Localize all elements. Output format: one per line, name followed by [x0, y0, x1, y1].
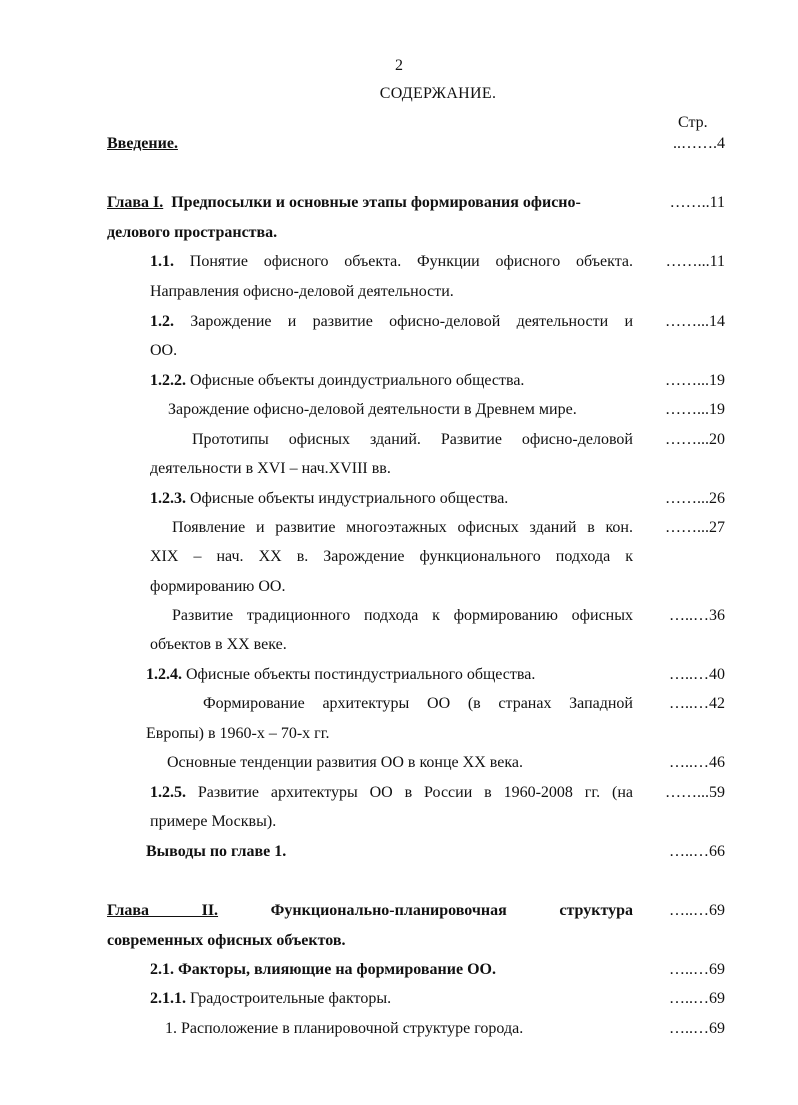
- toc-page-number: ……...26: [665, 490, 725, 507]
- toc-page-number: …..…36: [669, 607, 725, 624]
- page-number: 2: [395, 57, 403, 74]
- toc-page-number: ……...59: [665, 784, 725, 801]
- toc-page-number: ……...20: [665, 431, 725, 448]
- subsection-title-line-1: Прототипы офисных зданий. Развитие офисно-деловой: [192, 431, 633, 448]
- section-title: 2.1. Факторы, влияющие на формирование ОО.: [150, 961, 496, 978]
- toc-page-number: …..…69: [669, 902, 725, 919]
- page-title: СОДЕРЖАНИЕ.: [379, 85, 497, 102]
- chapter-title-line-1: Функционально-планировочная структура: [270, 902, 633, 919]
- chapter-title-line-2: современных офисных объектов.: [107, 932, 346, 949]
- subsection-title-line-2: Европы) в 1960-х – 70-х гг.: [146, 725, 330, 742]
- section-title-line-1: Развитие архитектуры ОО в России в 1960-2008 гг. (на: [197, 784, 634, 801]
- chapter-number: Глава I.: [107, 194, 164, 211]
- toc-page-number: ……...19: [665, 372, 725, 389]
- chapter-title-line-1: Предпосылки и основные этапы формирования офисно-: [171, 194, 581, 211]
- section-number: 1.2.: [150, 313, 174, 330]
- section-number: 1.2.4.: [146, 666, 182, 683]
- subsection-title-line-2: деятельности в XVI – нач.XVIII вв.: [150, 460, 391, 477]
- subsection-title-line-1: Формирование архитектуры ОО (в странах Западной: [203, 695, 633, 712]
- subsection-title-line-2: XIX – нач. XX в. Зарождение функционального подхода к: [150, 548, 633, 565]
- toc-page-number: ……...11: [665, 253, 725, 270]
- section-title: Офисные объекты доиндустриального общества.: [190, 372, 525, 389]
- toc-entry-label: Введение.: [107, 135, 178, 152]
- section-title-line-2: примере Москвы).: [150, 813, 277, 830]
- section-title-line-1: Зарождение и развитие офисно-деловой деятельности и: [190, 313, 633, 330]
- toc-page-number: …..…46: [669, 754, 725, 771]
- subsection-title-line-2: объектов в XX веке.: [150, 636, 287, 653]
- section-number: 1.2.2.: [150, 372, 186, 389]
- toc-page-number: …..…40: [669, 666, 725, 683]
- subsection-title-line-1: Появление и развитие многоэтажных офисных зданий в кон.: [172, 519, 633, 536]
- subsection-title-line-1: Развитие традиционного подхода к формированию офисных: [172, 607, 633, 624]
- subsection-title: Зарождение офисно-деловой деятельности в Древнем мире.: [168, 401, 577, 418]
- toc-page-number: ..…….4: [673, 135, 725, 152]
- subsection-title-line-3: формированию ОО.: [150, 578, 286, 595]
- conclusions-title: Выводы по главе 1.: [146, 843, 287, 860]
- toc-page-number: …..…42: [669, 695, 725, 712]
- section-title-line-2: Направления офисно-деловой деятельности.: [150, 283, 454, 300]
- subsection-title: 1. Расположение в планировочной структуре города.: [165, 1020, 524, 1037]
- chapter-number: Глава II.: [107, 902, 219, 919]
- page-column-label: Стр.: [678, 114, 708, 131]
- toc-page-number: ……...19: [665, 401, 725, 418]
- toc-page-number: …..…69: [669, 961, 725, 978]
- section-title: Градостроительные факторы.: [190, 990, 392, 1007]
- toc-page-number: ……...27: [665, 519, 725, 536]
- chapter-title-line-2: делового пространства.: [107, 224, 278, 241]
- section-number: 2.1.1.: [150, 990, 186, 1007]
- section-number: 1.2.3.: [150, 490, 186, 507]
- subsection-title: Основные тенденции развития ОО в конце XX века.: [167, 754, 523, 771]
- section-number: 1.1.: [150, 253, 174, 270]
- toc-page-number: …..…66: [669, 843, 725, 860]
- toc-page-number: …..…69: [669, 990, 725, 1007]
- section-title: Офисные объекты индустриального общества.: [190, 490, 509, 507]
- toc-page-number: …..…69: [669, 1020, 725, 1037]
- section-title-line-2: ОО.: [150, 342, 178, 359]
- section-number: 1.2.5.: [150, 784, 186, 801]
- toc-page-number: ……...14: [665, 313, 725, 330]
- section-title: Офисные объекты постиндустриального общества.: [186, 666, 536, 683]
- section-title-line-1: Понятие офисного объекта. Функции офисного объекта.: [189, 253, 634, 270]
- toc-page-number: ……..11: [669, 194, 725, 211]
